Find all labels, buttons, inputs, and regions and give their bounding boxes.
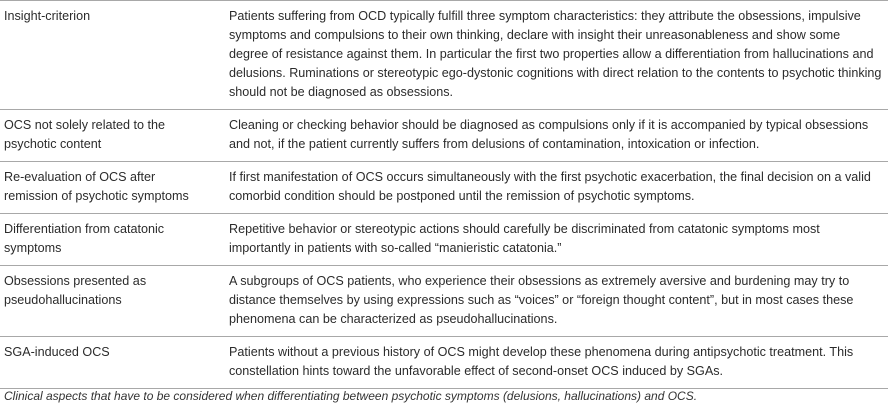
description-cell: A subgroups of OCS patients, who experience their obsessions as extremely aversive and burdening may try to distance themselves by using expressions such as “voices” or “foreign thought content”, but in most cases these phenomena can be characterized as pseudohallucinations. bbox=[229, 274, 854, 326]
description-cell: Cleaning or checking behavior should be diagnosed as compulsions only if it is accompanied by typical obsessions and not, if the patient currently suffers from delusions of contamination, intoxication or infection. bbox=[229, 118, 869, 151]
criterion-cell: OCS not solely related to the psychotic content bbox=[4, 118, 166, 151]
criterion-cell: SGA-induced OCS bbox=[4, 345, 110, 359]
criterion-cell: Obsessions presented as pseudohallucinations bbox=[4, 274, 147, 307]
criterion-cell: Insight-criterion bbox=[4, 9, 91, 23]
table-row bbox=[0, 1, 888, 110]
description-cell: Patients without a previous history of OCS might develop these phenomena during antipsychotic treatment. This constellation hints toward the unfavorable effect of second-onset OCS induced by SGAs. bbox=[229, 345, 854, 378]
description-cell: Repetitive behavior or stereotypic actions should carefully be discriminated from catatonic symptoms most importantly in patients with so-called “manieristic catatonia.” bbox=[229, 222, 820, 255]
table-caption: Clinical aspects that have to be considered when differentiating between psychotic symptoms (delusions, hallucinations) and OCS. bbox=[4, 389, 698, 403]
description-cell: If first manifestation of OCS occurs simultaneously with the first psychotic exacerbation, the final decision on a valid comorbid condition should be postponed until the remission of psychotic symptoms. bbox=[229, 170, 871, 203]
description-cell: Patients suffering from OCD typically fulfill three symptom characteristics: they attribute the obsessions, impulsive symptoms and compulsions to their own thinking, declare with insight their unreasonableness and show some degree of resistance against them. In particular the first two properties allow a differentiation from hallucinations and delusions. Ruminations or stereotypic ego-dystonic cognitions with direct relation to the contents to psychotic thinking should not be diagnosed as obsessions. bbox=[229, 9, 882, 99]
table-row bbox=[0, 214, 888, 266]
table-row bbox=[0, 162, 888, 214]
table-row bbox=[0, 110, 888, 162]
table-row bbox=[0, 266, 888, 337]
table-row bbox=[0, 337, 888, 389]
criterion-cell: Re-evaluation of OCS after remission of psychotic symptoms bbox=[4, 170, 189, 203]
criterion-cell: Differentiation from catatonic symptoms bbox=[4, 222, 165, 255]
criteria-table-body bbox=[0, 1, 888, 389]
